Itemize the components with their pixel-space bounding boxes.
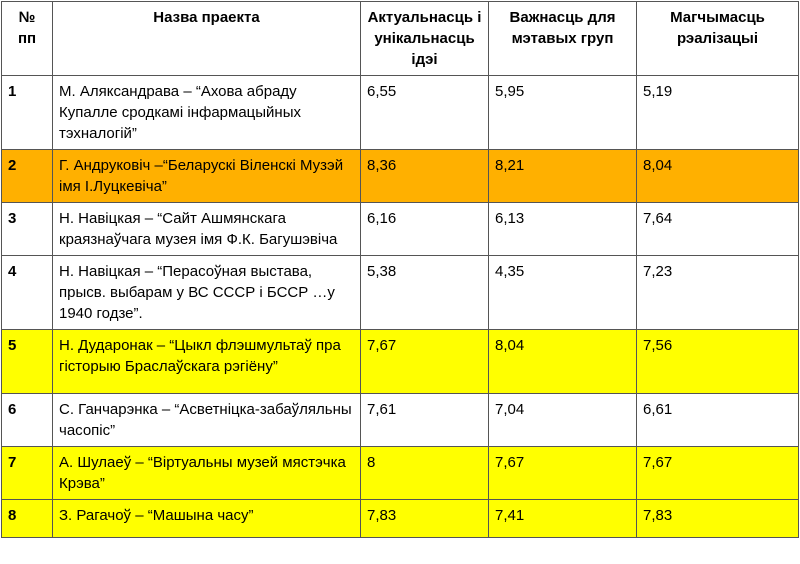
score-importance: 7,41	[489, 500, 637, 538]
score-feasibility: 8,04	[637, 150, 799, 203]
header-relevance: Актуальнасць і унікальнасць ідэі	[361, 2, 489, 76]
header-importance: Важнасць для мэтавых груп	[489, 2, 637, 76]
header-number: № пп	[2, 2, 53, 76]
score-relevance: 6,16	[361, 203, 489, 256]
row-number: 1	[2, 76, 53, 150]
row-number: 6	[2, 394, 53, 447]
table-row	[2, 150, 799, 203]
table-row	[2, 447, 799, 500]
score-importance: 8,21	[489, 150, 637, 203]
table-header-row	[2, 2, 799, 76]
projects-rating-table	[1, 1, 799, 538]
score-feasibility: 5,19	[637, 76, 799, 150]
project-name: Н. Навіцкая – “Перасоўная выстава, прысв. выбарам у ВС СССР і БССР …у 1940 годзе”.	[53, 256, 361, 330]
row-number: 7	[2, 447, 53, 500]
header-project-name: Назва праекта	[53, 2, 361, 76]
score-feasibility: 7,23	[637, 256, 799, 330]
score-feasibility: 7,64	[637, 203, 799, 256]
score-importance: 4,35	[489, 256, 637, 330]
score-relevance: 7,83	[361, 500, 489, 538]
table-row	[2, 76, 799, 150]
row-number: 3	[2, 203, 53, 256]
score-feasibility: 7,83	[637, 500, 799, 538]
score-importance: 8,04	[489, 330, 637, 394]
score-feasibility: 6,61	[637, 394, 799, 447]
row-number: 2	[2, 150, 53, 203]
project-name: Г. Андрукoвіч –“Беларускі Віленскі Музэй імя І.Луцкевіча”	[53, 150, 361, 203]
table-row	[2, 500, 799, 538]
project-name: А. Шулаеў – “Віртуальны музей мястэчка Крэва”	[53, 447, 361, 500]
project-name: З. Рагачоў – “Машына часу”	[53, 500, 361, 538]
score-feasibility: 7,56	[637, 330, 799, 394]
score-relevance: 8,36	[361, 150, 489, 203]
score-relevance: 7,61	[361, 394, 489, 447]
score-relevance: 5,38	[361, 256, 489, 330]
table-row	[2, 330, 799, 394]
score-relevance: 6,55	[361, 76, 489, 150]
table-row	[2, 394, 799, 447]
score-feasibility: 7,67	[637, 447, 799, 500]
table-row	[2, 203, 799, 256]
project-name: М. Аляксандрава – “Ахова абраду Купалле сродкамі інфармацыйных тэхналогій”	[53, 76, 361, 150]
score-importance: 7,04	[489, 394, 637, 447]
score-importance: 6,13	[489, 203, 637, 256]
row-number: 4	[2, 256, 53, 330]
score-importance: 5,95	[489, 76, 637, 150]
score-relevance: 7,67	[361, 330, 489, 394]
project-name: С. Ганчарэнка – “Асветніцка-забаўляльны часопіс”	[53, 394, 361, 447]
project-name: Н. Навіцкая – “Сайт Ашмянскага краязнаўчага музея імя Ф.К. Багушэвіча	[53, 203, 361, 256]
header-feasibility: Магчымасць рэалізацыі	[637, 2, 799, 76]
row-number: 8	[2, 500, 53, 538]
project-name: Н. Дударонак – “Цыкл флэшмультаў пра гісторыю Браслаўскага рэгіёну”	[53, 330, 361, 394]
score-importance: 7,67	[489, 447, 637, 500]
score-relevance: 8	[361, 447, 489, 500]
row-number: 5	[2, 330, 53, 394]
table-row	[2, 256, 799, 330]
